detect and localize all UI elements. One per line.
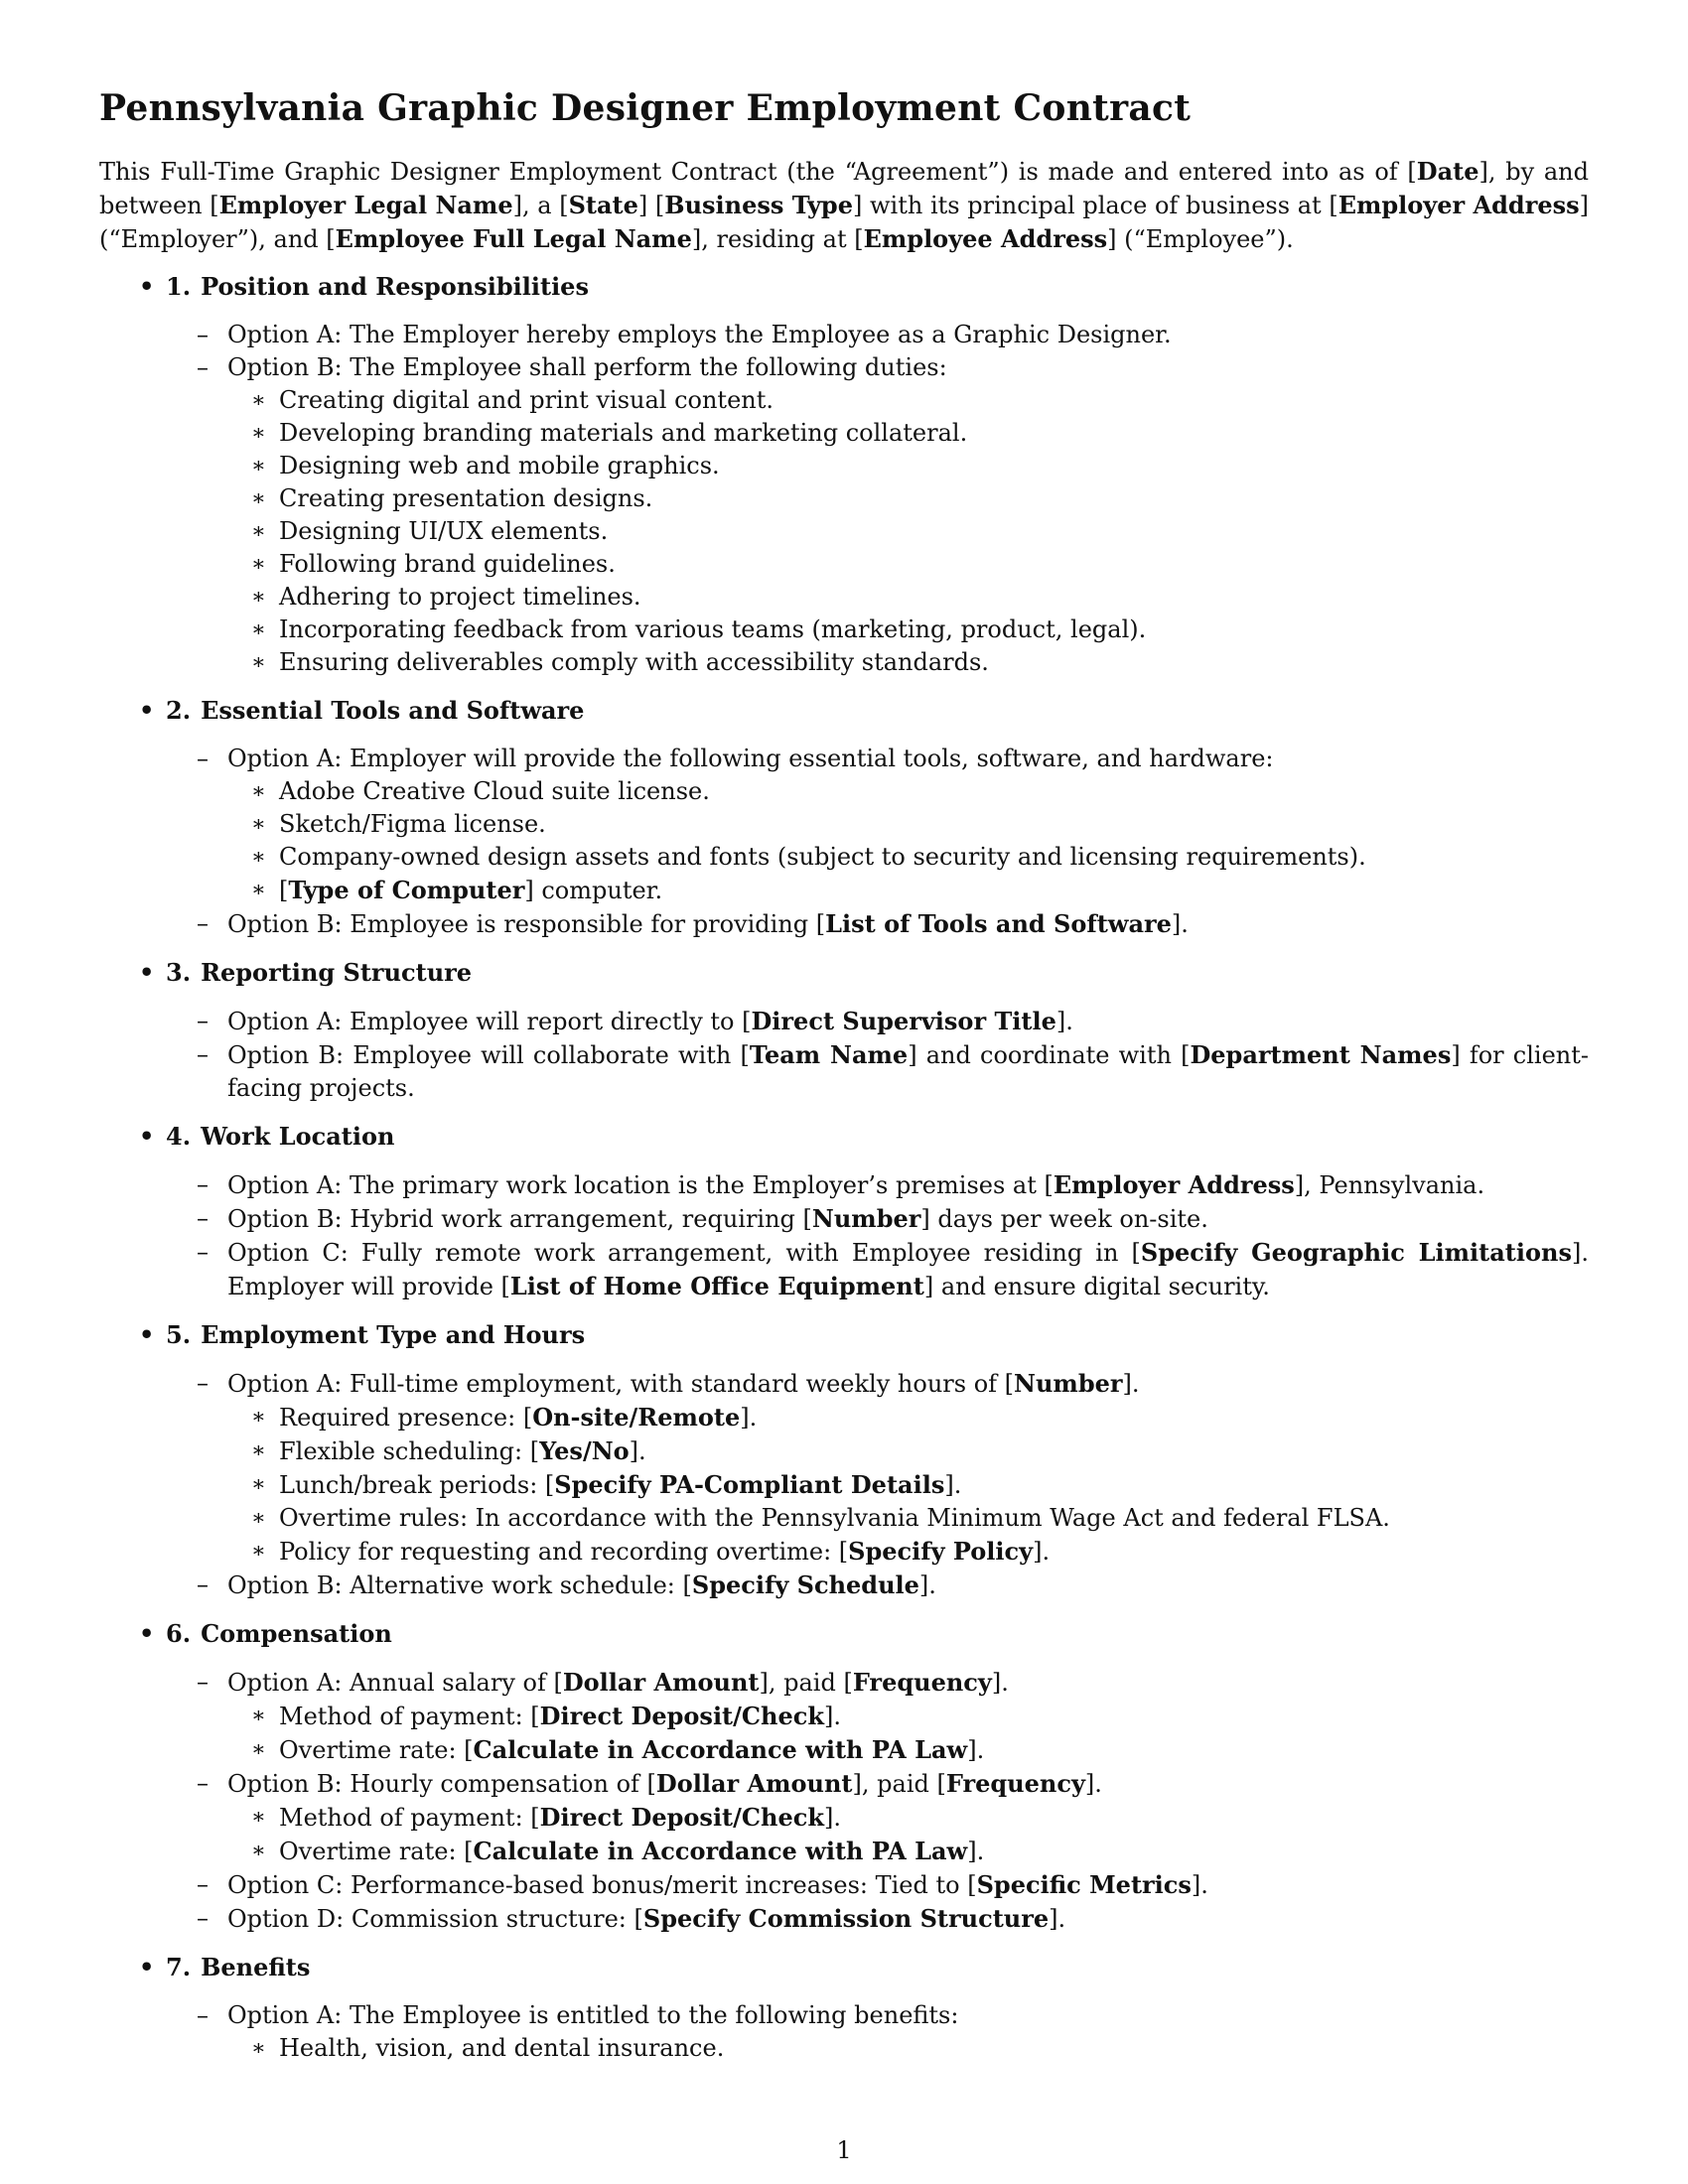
detail-item — [99, 1502, 1589, 1535]
asterisk-icon: ∗ — [251, 650, 266, 675]
option-item — [99, 1236, 1589, 1303]
dash-icon: – — [197, 353, 209, 381]
detail-text: Policy for requesting and recording overtime: [ — [279, 1538, 849, 1566]
detail-text: Flexible scheduling: [ — [279, 1437, 540, 1465]
options-list — [99, 1367, 1589, 1602]
dash-icon: – — [197, 321, 209, 348]
section-number: 7. — [166, 1953, 192, 1981]
section-compensation — [99, 1617, 1589, 1936]
option-text: ], Pennsylvania. — [1294, 1171, 1485, 1199]
bullet-icon: • — [139, 1953, 155, 1981]
asterisk-icon: ∗ — [251, 486, 266, 511]
duties-list — [99, 384, 1589, 679]
detail-text: Overtime rate: [ — [279, 1838, 474, 1865]
options-list — [99, 319, 1589, 679]
option-item — [99, 1202, 1589, 1236]
asterisk-icon: ∗ — [251, 1472, 266, 1497]
tool-text: Adobe Creative Cloud suite license. — [279, 777, 710, 805]
placeholder-home-equipment: List of Home Office Equipment — [509, 1272, 924, 1300]
option-item — [99, 1005, 1589, 1038]
duty-item — [99, 646, 1589, 679]
asterisk-icon: ∗ — [251, 1539, 266, 1564]
asterisk-icon: ∗ — [251, 1438, 266, 1463]
page-title: Pennsylvania Graphic Designer Employment Contract — [99, 87, 1192, 129]
intro-text: ], by and between [ — [99, 158, 1589, 219]
detail-text: ]. — [823, 1804, 841, 1832]
option-item — [99, 319, 1589, 351]
detail-item — [99, 1434, 1589, 1468]
hourly-details-wrapper — [99, 1801, 1589, 1868]
asterisk-icon: ∗ — [251, 388, 266, 413]
option-text: Option A: Full-time employment, with standard weekly hours of [ — [227, 1370, 1015, 1398]
contract-page — [99, 87, 1589, 2080]
duty-item — [99, 384, 1589, 417]
placeholder-business-type: Business Type — [664, 191, 853, 219]
intro-paragraph — [99, 155, 1589, 256]
option-text: Option B: Hybrid work arrangement, requiring [ — [227, 1205, 812, 1233]
placeholder-weekly-hours: Number — [1014, 1369, 1123, 1398]
section-hours — [99, 1318, 1589, 1602]
benefit-text: Health, vision, and dental insurance. — [279, 2034, 725, 2062]
asterisk-icon: ∗ — [251, 552, 266, 577]
placeholder-metrics: Specific Metrics — [976, 1870, 1192, 1899]
placeholder-days-number: Number — [811, 1204, 921, 1233]
asterisk-icon: ∗ — [251, 617, 266, 642]
dash-icon: – — [197, 1170, 209, 1198]
option-text: Option B: Hourly compensation of [ — [227, 1770, 656, 1798]
option-item — [99, 1999, 1589, 2032]
option-text: ] days per week on-site. — [920, 1205, 1208, 1233]
placeholder-employer-name: Employer Legal Name — [218, 191, 513, 219]
detail-text: ]. — [967, 1736, 985, 1764]
page-number: 1 — [836, 2136, 852, 2164]
intro-text: ] with its principal place of business at [ — [852, 192, 1338, 219]
placeholder-overtime-rate: Calculate in Accordance with PA Law — [473, 1837, 968, 1865]
asterisk-icon: ∗ — [251, 1704, 266, 1728]
options-list — [99, 743, 1589, 941]
section-reporting — [99, 956, 1589, 1105]
placeholder-employee-name: Employee Full Legal Name — [335, 224, 692, 253]
option-item — [99, 743, 1589, 775]
placeholder-payment-method: Direct Deposit/Check — [539, 1803, 824, 1832]
option-item — [99, 1666, 1589, 1700]
placeholder-frequency: Frequency — [945, 1769, 1085, 1798]
option-text: ]. — [991, 1669, 1009, 1697]
section-heading — [99, 694, 1589, 727]
placeholder-tools-list: List of Tools and Software — [825, 909, 1172, 938]
option-text: Option B: Employee will collaborate with [ — [227, 1041, 750, 1069]
detail-text: Required presence: [ — [279, 1404, 533, 1432]
section-number: 3. — [166, 958, 192, 987]
asterisk-icon: ∗ — [251, 2036, 266, 2061]
asterisk-icon: ∗ — [251, 519, 266, 544]
asterisk-icon: ∗ — [251, 779, 266, 804]
dash-icon: – — [197, 1570, 209, 1598]
placeholder-date: Date — [1416, 157, 1479, 186]
placeholder-team: Team Name — [749, 1040, 909, 1069]
asterisk-icon: ∗ — [251, 421, 266, 446]
placeholder-supervisor: Direct Supervisor Title — [751, 1007, 1056, 1035]
option-item — [99, 1767, 1589, 1801]
detail-text: ]. — [1033, 1538, 1051, 1566]
placeholder-frequency: Frequency — [852, 1668, 992, 1697]
detail-item — [99, 1835, 1589, 1868]
asterisk-icon: ∗ — [251, 878, 266, 902]
option-text: ]. — [1191, 1871, 1208, 1899]
option-text: ]. — [918, 1571, 936, 1599]
dash-icon: – — [197, 1040, 209, 1068]
option-item — [99, 1038, 1589, 1105]
placeholder-geographic-limits: Specify Geographic Limitations — [1140, 1238, 1572, 1267]
bullet-icon: • — [139, 1619, 155, 1648]
option-text: Option A: Annual salary of [ — [227, 1669, 563, 1697]
detail-item — [99, 1401, 1589, 1434]
detail-text: ]. — [629, 1437, 646, 1465]
section-position — [99, 270, 1589, 679]
detail-item — [99, 1700, 1589, 1733]
detail-text: Overtime rules: In accordance with the Pennsylvania Minimum Wage Act and federal FLSA. — [279, 1504, 1390, 1532]
duties-wrapper — [99, 384, 1589, 679]
duty-text: Following brand guidelines. — [279, 550, 616, 578]
tool-text: [ — [279, 877, 289, 904]
intro-text: This Full-Time Graphic Designer Employment Contract (the “Agreement”) is made and entered into as of [ — [99, 158, 1417, 186]
option-text: Option C: Fully remote work arrangement, with Employee residing in [ — [227, 1239, 1141, 1267]
option-text: ], paid [ — [759, 1669, 853, 1697]
option-text: ]. — [1122, 1370, 1140, 1398]
intro-text: ] (“Employee”). — [1107, 225, 1294, 253]
section-heading — [99, 956, 1589, 989]
section-number: 6. — [166, 1619, 192, 1648]
options-list — [99, 1168, 1589, 1303]
section-title: Employment Type and Hours — [201, 1320, 586, 1349]
placeholder-policy: Specify Policy — [848, 1537, 1034, 1566]
tool-text: Sketch/Figma license. — [279, 810, 546, 838]
detail-text: Overtime rate: [ — [279, 1736, 474, 1764]
option-text: ]. — [1049, 1905, 1066, 1933]
section-benefits — [99, 1951, 1589, 2065]
duty-item — [99, 614, 1589, 646]
asterisk-icon: ∗ — [251, 1405, 266, 1430]
asterisk-icon: ∗ — [251, 585, 266, 610]
option-text: Option A: Employer will provide the following essential tools, software, and hardware: — [227, 745, 1274, 772]
placeholder-dollar-amount: Dollar Amount — [562, 1668, 760, 1697]
sections-list — [99, 270, 1589, 2065]
salary-details-wrapper — [99, 1700, 1589, 1767]
section-number: 4. — [166, 1122, 192, 1151]
option-item — [99, 1168, 1589, 1202]
options-list — [99, 1666, 1589, 1936]
asterisk-icon: ∗ — [251, 812, 266, 837]
tool-item — [99, 808, 1589, 841]
option-text: Option A: The Employee is entitled to the following benefits: — [227, 2001, 959, 2029]
section-heading — [99, 1120, 1589, 1153]
hours-details-wrapper — [99, 1401, 1589, 1569]
dash-icon: – — [197, 1668, 209, 1696]
tool-text: ] computer. — [524, 877, 663, 904]
option-text: Option A: Employee will report directly to [ — [227, 1008, 752, 1035]
placeholder-commission: Specify Commission Structure — [642, 1904, 1050, 1933]
option-item — [99, 1902, 1589, 1936]
option-item — [99, 1868, 1589, 1902]
placeholder-flexible: Yes/No — [539, 1436, 630, 1465]
asterisk-icon: ∗ — [251, 1839, 266, 1863]
option-text: Option B: Alternative work schedule: [ — [227, 1571, 692, 1599]
section-number: 1. — [166, 272, 192, 301]
section-heading — [99, 1951, 1589, 1983]
duty-item — [99, 548, 1589, 581]
option-text: ] and coordinate with [ — [908, 1041, 1191, 1069]
duty-item — [99, 581, 1589, 614]
duty-text: Creating presentation designs. — [279, 484, 653, 512]
option-text: ]. Employer will provide [ — [227, 1239, 1589, 1300]
asterisk-icon: ∗ — [251, 1737, 266, 1762]
asterisk-icon: ∗ — [251, 845, 266, 870]
placeholder-payment-method: Direct Deposit/Check — [539, 1702, 824, 1730]
detail-text: ]. — [740, 1404, 758, 1432]
detail-item — [99, 1468, 1589, 1502]
bullet-icon: • — [139, 958, 155, 987]
duty-text: Developing branding materials and marketing collateral. — [279, 419, 968, 447]
section-title: Essential Tools and Software — [201, 696, 585, 725]
benefit-item — [99, 2032, 1589, 2065]
section-title: Position and Responsibilities — [201, 272, 589, 301]
placeholder-dollar-amount: Dollar Amount — [655, 1769, 853, 1798]
hours-details-list — [99, 1401, 1589, 1569]
option-text: ]. — [1084, 1770, 1102, 1798]
dash-icon: – — [197, 1769, 209, 1797]
dash-icon: – — [197, 1904, 209, 1932]
detail-text: Lunch/break periods: [ — [279, 1471, 555, 1499]
placeholder-computer: Type of Computer — [288, 876, 525, 904]
placeholder-state: State — [568, 191, 638, 219]
option-text: ], paid [ — [852, 1770, 946, 1798]
duty-text: Adhering to project timelines. — [279, 583, 641, 611]
asterisk-icon: ∗ — [251, 1506, 266, 1531]
detail-item — [99, 1801, 1589, 1835]
options-list — [99, 1999, 1589, 2065]
bullet-icon: • — [139, 696, 155, 725]
duty-text: Designing UI/UX elements. — [279, 517, 609, 545]
bullet-icon: • — [139, 1122, 155, 1151]
dash-icon: – — [197, 909, 209, 937]
tool-text: Company-owned design assets and fonts (subject to security and licensing requirements). — [279, 843, 1366, 871]
section-location — [99, 1120, 1589, 1303]
tools-wrapper — [99, 775, 1589, 907]
benefits-wrapper — [99, 2032, 1589, 2065]
dash-icon: – — [197, 2001, 209, 2029]
tool-item — [99, 775, 1589, 808]
option-item — [99, 907, 1589, 941]
section-heading — [99, 1617, 1589, 1650]
detail-item — [99, 1733, 1589, 1767]
option-text: ] for client-facing projects. — [227, 1041, 1590, 1102]
dash-icon: – — [197, 1204, 209, 1232]
duty-item — [99, 515, 1589, 548]
salary-details-list — [99, 1700, 1589, 1767]
options-list — [99, 1005, 1589, 1105]
section-heading — [99, 1318, 1589, 1351]
section-number: 2. — [166, 696, 192, 725]
detail-text: ]. — [823, 1703, 841, 1730]
asterisk-icon: ∗ — [251, 1805, 266, 1830]
hourly-details-list — [99, 1801, 1589, 1868]
dash-icon: – — [197, 1007, 209, 1034]
benefits-list — [99, 2032, 1589, 2065]
duty-text: Ensuring deliverables comply with accessibility standards. — [279, 648, 989, 676]
duty-text: Incorporating feedback from various teams (marketing, product, legal). — [279, 615, 1147, 643]
duty-item — [99, 482, 1589, 515]
tools-list — [99, 775, 1589, 907]
detail-text: ]. — [967, 1838, 985, 1865]
section-title: Compensation — [201, 1619, 392, 1648]
placeholder-employer-address: Employer Address — [1053, 1170, 1295, 1199]
section-title: Benefits — [201, 1953, 311, 1981]
option-text: Option A: The Employer hereby employs the Employee as a Graphic Designer. — [227, 321, 1172, 348]
option-text: Option A: The primary work location is the Employer’s premises at [ — [227, 1171, 1054, 1199]
dash-icon: – — [197, 1238, 209, 1266]
duty-text: Creating digital and print visual content. — [279, 386, 774, 414]
detail-text: Method of payment: [ — [279, 1703, 540, 1730]
option-text: ] and ensure digital security. — [923, 1273, 1270, 1300]
option-text: ]. — [1055, 1008, 1073, 1035]
placeholder-overtime-rate: Calculate in Accordance with PA Law — [473, 1735, 968, 1764]
option-item — [99, 1367, 1589, 1401]
tool-item — [99, 874, 1589, 907]
dash-icon: – — [197, 1369, 209, 1397]
placeholder-presence: On-site/Remote — [532, 1403, 741, 1432]
option-text: Option D: Commission structure: [ — [227, 1905, 643, 1933]
intro-text: ] [ — [637, 192, 665, 219]
duty-item — [99, 450, 1589, 482]
option-item — [99, 351, 1589, 384]
section-title: Reporting Structure — [201, 958, 473, 987]
intro-text: ], a [ — [512, 192, 569, 219]
section-heading — [99, 270, 1589, 303]
section-tools — [99, 694, 1589, 941]
duty-text: Designing web and mobile graphics. — [279, 452, 720, 479]
tool-item — [99, 841, 1589, 874]
dash-icon: – — [197, 1870, 209, 1898]
section-title: Work Location — [201, 1122, 395, 1151]
intro-text: ] (“Employer”), and [ — [99, 192, 1590, 253]
section-number: 5. — [166, 1320, 192, 1349]
dash-icon: – — [197, 745, 209, 772]
bullet-icon: • — [139, 1320, 155, 1349]
detail-text: ]. — [944, 1471, 962, 1499]
option-item — [99, 1569, 1589, 1602]
option-text: Option B: Employee is responsible for providing [ — [227, 910, 826, 938]
duty-item — [99, 417, 1589, 450]
detail-text: Method of payment: [ — [279, 1804, 540, 1832]
option-text: Option C: Performance-based bonus/merit increases: Tied to [ — [227, 1871, 977, 1899]
placeholder-schedule: Specify Schedule — [691, 1570, 919, 1599]
option-text: ]. — [1171, 910, 1189, 938]
placeholder-employee-address: Employee Address — [863, 224, 1108, 253]
placeholder-employer-address: Employer Address — [1337, 191, 1580, 219]
placeholder-lunch: Specify PA-Compliant Details — [554, 1470, 945, 1499]
bullet-icon: • — [139, 272, 155, 301]
option-text: Option B: The Employee shall perform the following duties: — [227, 353, 947, 381]
placeholder-departments: Department Names — [1190, 1040, 1452, 1069]
asterisk-icon: ∗ — [251, 454, 266, 478]
intro-text: ], residing at [ — [691, 225, 864, 253]
detail-item — [99, 1535, 1589, 1569]
